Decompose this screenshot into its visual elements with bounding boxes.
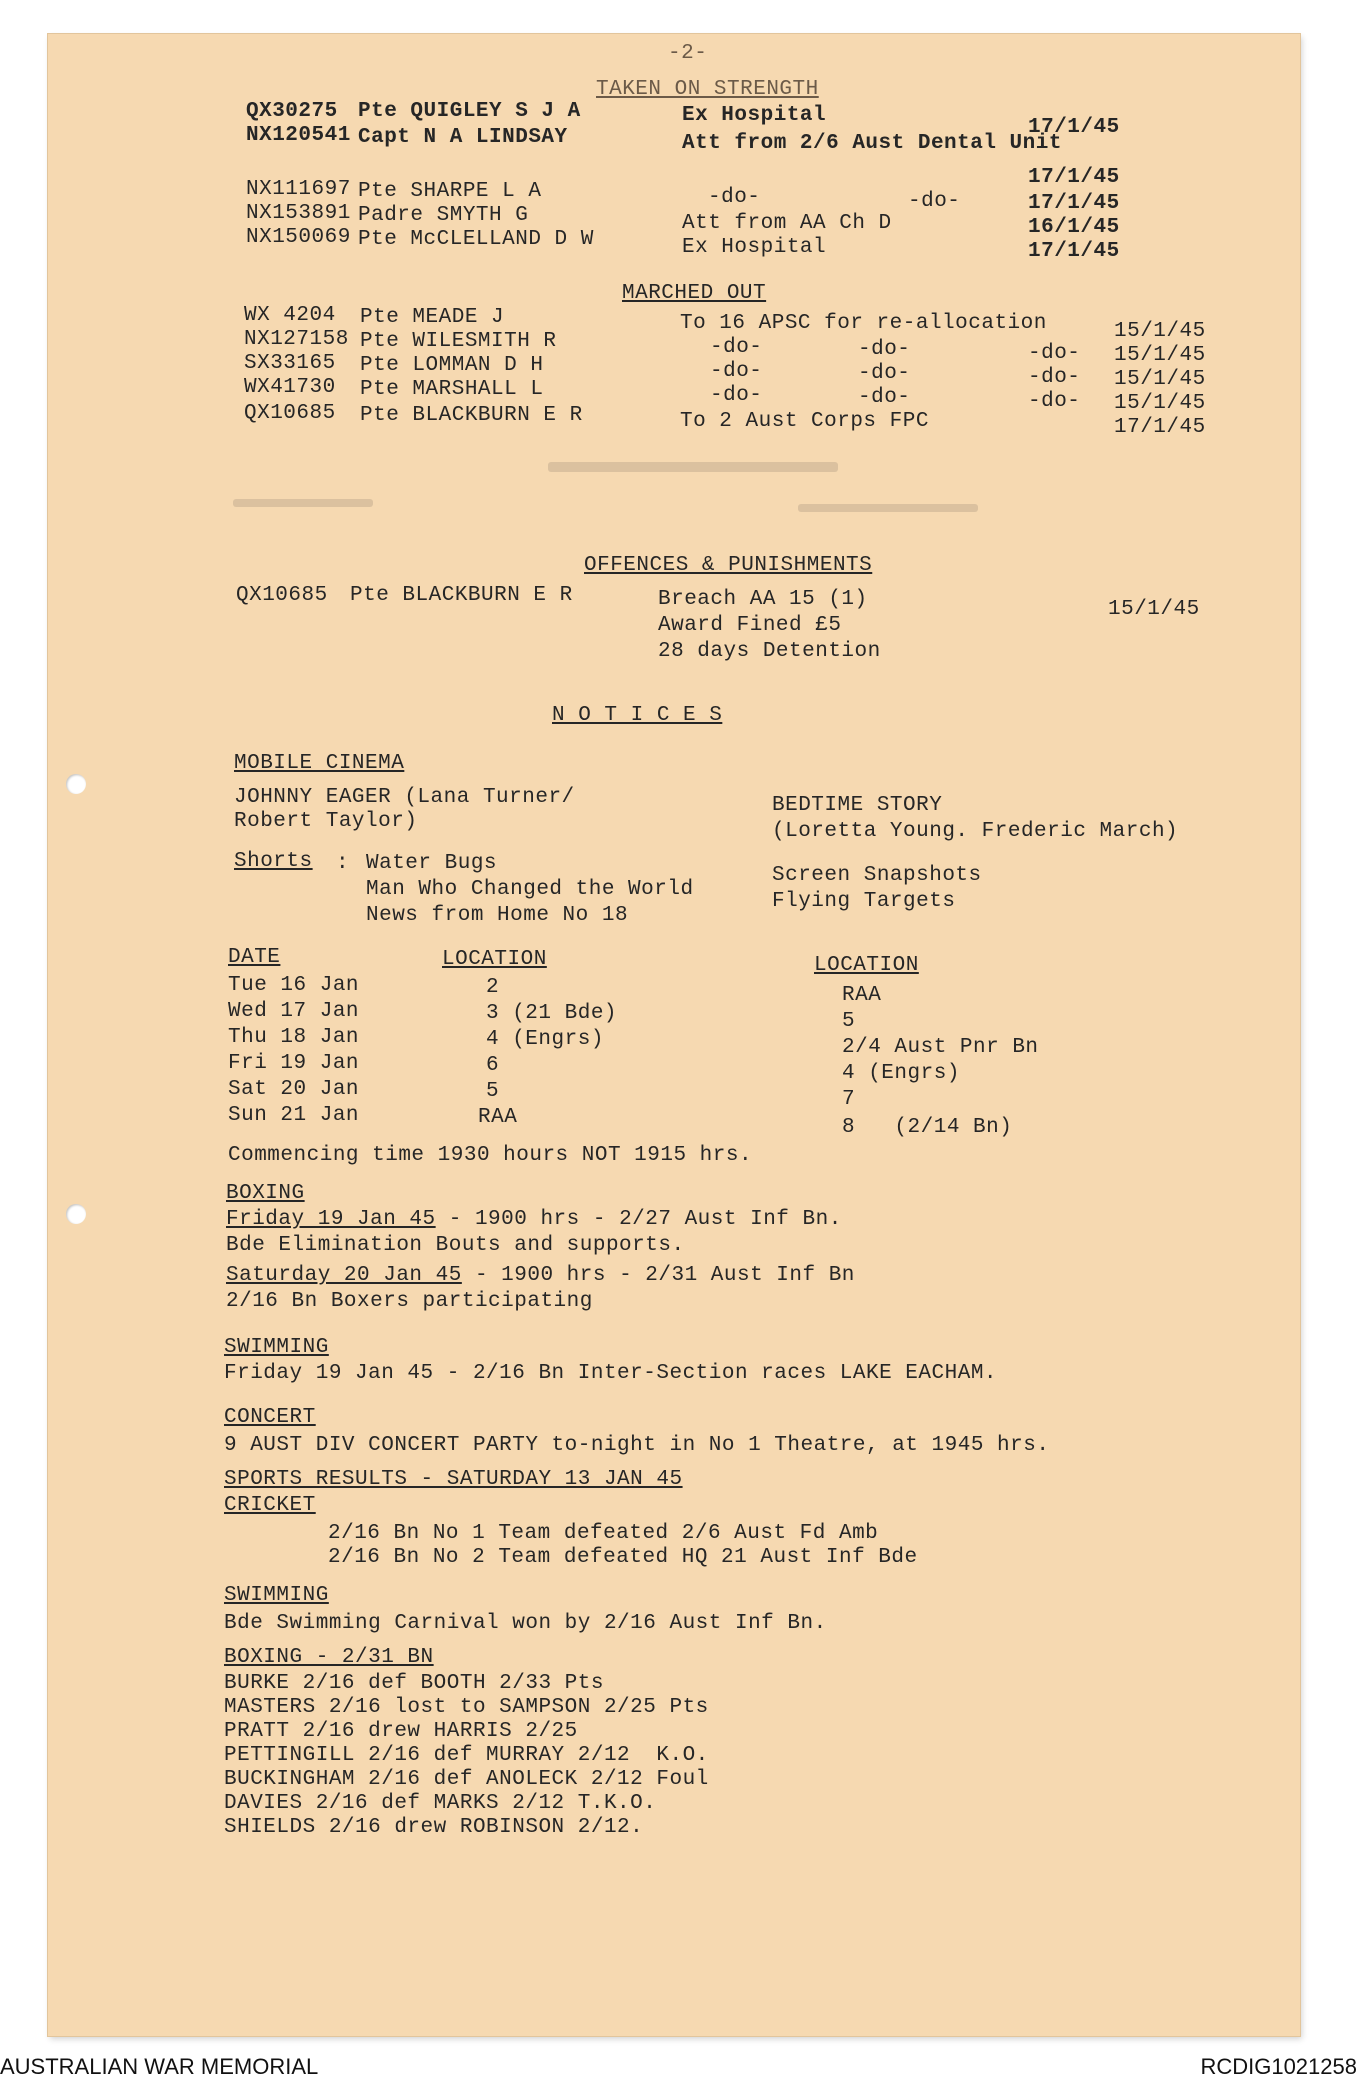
shorts-label: Shorts: [234, 850, 313, 873]
tos-name-2: Capt N A LINDSAY: [358, 126, 568, 149]
boxing-heading: BOXING: [226, 1182, 305, 1205]
film2-line1: BEDTIME STORY: [772, 794, 943, 817]
mo-date-2: 15/1/45: [1114, 344, 1206, 367]
sched-loc2-6: 8 (2/14 Bn): [842, 1116, 1013, 1139]
mo-date-4: 15/1/45: [1114, 392, 1206, 415]
sched-loc2-5: 7: [842, 1088, 856, 1111]
offence-line-1: Breach AA 15 (1): [658, 588, 868, 611]
footer-right: RCDIG1021258: [1200, 2054, 1357, 2079]
sched-date-2: Wed 17 Jan: [228, 1000, 360, 1023]
tos-no-3: NX111697: [246, 178, 351, 201]
sports-results-heading: SPORTS RESULTS - SATURDAY 13 JAN 45: [224, 1468, 683, 1491]
mo-name-1: Pte MEADE J: [360, 306, 505, 329]
boxing-detail-2: - 1900 hrs - 2/31 Aust Inf Bn: [461, 1264, 855, 1287]
mo-date-3: 15/1/45: [1114, 368, 1206, 391]
sched-loc2-1: RAA: [842, 984, 882, 1007]
offence-line-3: 28 days Detention: [658, 640, 881, 663]
marched-out-heading: MARCHED OUT: [622, 282, 767, 305]
sports-swim-heading: SWIMMING: [224, 1584, 329, 1607]
offences-heading: OFFENCES & PUNISHMENTS: [584, 554, 873, 577]
offence-name: Pte BLACKBURN E R: [350, 584, 573, 607]
tos-date-1: 17/1/45: [1028, 116, 1120, 139]
boxing-line-4: 2/16 Bn Boxers participating: [226, 1290, 593, 1313]
mo-date-5: 17/1/45: [1114, 416, 1206, 439]
short-3: News from Home No 18: [366, 904, 629, 927]
document-page: [48, 34, 1300, 2036]
bout-6: DAVIES 2/16 def MARKS 2/12 T.K.O.: [224, 1792, 657, 1815]
boxing-line-3: [226, 1264, 855, 1288]
sched-loc1-2: 3 (21 Bde): [486, 1002, 618, 1025]
cricket-heading: CRICKET: [224, 1494, 316, 1517]
offence-date: 15/1/45: [1108, 598, 1200, 621]
mo-detail-5: To 2 Aust Corps FPC: [680, 410, 929, 433]
mo-date-1: 15/1/45: [1114, 320, 1206, 343]
page-number: -2-: [668, 42, 708, 65]
mo-d1-2: -do-: [710, 336, 763, 359]
tos-name-3: Pte SHARPE L A: [358, 180, 542, 203]
sched-loc1-5: 5: [486, 1080, 500, 1103]
bout-1: BURKE 2/16 def BOOTH 2/33 Pts: [224, 1672, 604, 1695]
sports-boxing-heading: BOXING - 2/31 BN: [224, 1646, 434, 1669]
tos-detail2-3: -do-: [908, 190, 961, 213]
mo-d2-4: -do-: [858, 386, 911, 409]
punch-hole-bottom: [66, 1204, 86, 1224]
sched-date-3: Thu 18 Jan: [228, 1026, 360, 1049]
bout-2: MASTERS 2/16 lost to SAMPSON 2/25 Pts: [224, 1696, 709, 1719]
bout-7: SHIELDS 2/16 drew ROBINSON 2/12.: [224, 1816, 644, 1839]
ink-smudge: [548, 462, 838, 472]
sched-loc1-1: 2: [486, 976, 500, 999]
mo-d1-3: -do-: [710, 360, 763, 383]
shorts-sep: :: [336, 852, 350, 875]
mo-name-4: Pte MARSHALL L: [360, 378, 544, 401]
short-5: Flying Targets: [772, 890, 956, 913]
mo-no-2: NX127158: [244, 328, 349, 351]
mo-d2-3: -do-: [858, 362, 911, 385]
sched-date-1: Tue 16 Jan: [228, 974, 360, 997]
sched-loc2-3: 2/4 Aust Pnr Bn: [842, 1036, 1039, 1059]
location-header: LOCATION: [442, 948, 547, 971]
boxing-date-1: Friday 19 Jan 45: [226, 1208, 436, 1231]
swimming-line: Friday 19 Jan 45 - 2/16 Bn Inter-Section races LAKE EACHAM.: [224, 1362, 998, 1385]
tos-no-4: NX153891: [246, 202, 351, 225]
boxing-line-2: Bde Elimination Bouts and supports.: [226, 1234, 685, 1257]
tos-name-1: Pte QUIGLEY S J A: [358, 100, 581, 123]
ink-smudge: [798, 504, 978, 512]
sched-date-4: Fri 19 Jan: [228, 1052, 360, 1075]
tos-detail-3: -do-: [708, 186, 761, 209]
sched-loc2-2: 5: [842, 1010, 856, 1033]
film2-line2: (Loretta Young. Frederic March): [772, 820, 1179, 843]
sched-loc1-3: 4 (Engrs): [486, 1028, 604, 1051]
short-1: Water Bugs: [366, 852, 498, 875]
mo-name-2: Pte WILESMITH R: [360, 330, 557, 353]
concert-line: 9 AUST DIV CONCERT PARTY to-night in No 1 Theatre, at 1945 hrs.: [224, 1434, 1050, 1457]
mo-d3-4: -do-: [1028, 390, 1081, 413]
tos-detail-5: Ex Hospital: [682, 236, 827, 259]
punch-hole-top: [66, 774, 86, 794]
mo-name-5: Pte BLACKBURN E R: [360, 404, 583, 427]
bout-4: PETTINGILL 2/16 def MURRAY 2/12 K.O.: [224, 1744, 709, 1767]
film1-line1: JOHNNY EAGER (Lana Turner/: [234, 786, 575, 809]
tos-detail-4: Att from AA Ch D: [682, 212, 892, 235]
boxing-date-2: Saturday 20 Jan 45: [226, 1264, 462, 1287]
tos-date-5: 17/1/45: [1028, 240, 1120, 263]
tos-date-3: 17/1/45: [1028, 166, 1120, 189]
sports-swim-line: Bde Swimming Carnival won by 2/16 Aust Inf Bn.: [224, 1612, 827, 1635]
mo-d1-4: -do-: [710, 384, 763, 407]
swimming-heading: SWIMMING: [224, 1336, 329, 1359]
tos-date-4: 16/1/45: [1028, 216, 1120, 239]
sched-date-6: Sun 21 Jan: [228, 1104, 360, 1127]
mo-no-1: WX 4204: [244, 304, 336, 327]
cricket-line-2: 2/16 Bn No 2 Team defeated HQ 21 Aust Inf Bde: [328, 1546, 918, 1569]
taken-on-strength-heading: TAKEN ON STRENGTH: [596, 78, 819, 101]
concert-heading: CONCERT: [224, 1406, 316, 1429]
notices-heading: N O T I C E S: [552, 704, 723, 727]
mo-d2-2: -do-: [858, 338, 911, 361]
film1-line2: Robert Taylor): [234, 810, 418, 833]
tos-name-4: Padre SMYTH G: [358, 204, 529, 227]
mo-detail-1: To 16 APSC for re-allocation: [680, 312, 1047, 335]
mo-name-3: Pte LOMMAN D H: [360, 354, 544, 377]
cinema-heading: MOBILE CINEMA: [234, 752, 405, 775]
offence-no: QX10685: [236, 584, 328, 607]
mo-d3-3: -do-: [1028, 366, 1081, 389]
mo-no-4: WX41730: [244, 376, 336, 399]
mo-d3-2: -do-: [1028, 342, 1081, 365]
boxing-line-1: [226, 1208, 842, 1232]
tos-detail-2: Att from 2/6 Aust Dental Unit: [682, 132, 1062, 155]
location2-header: LOCATION: [814, 954, 919, 977]
tos-name-5: Pte McCLELLAND D W: [358, 228, 594, 251]
tos-no-1: QX30275: [246, 100, 338, 123]
tos-no-5: NX150069: [246, 226, 351, 249]
footer-left: AUSTRALIAN WAR MEMORIAL: [0, 2054, 319, 2079]
boxing-detail-1: - 1900 hrs - 2/27 Aust Inf Bn.: [435, 1208, 842, 1231]
sched-loc1-4: 6: [486, 1054, 500, 1077]
tos-date-3b: 17/1/45: [1028, 192, 1120, 215]
sched-date-5: Sat 20 Jan: [228, 1078, 360, 1101]
commencing-time: Commencing time 1930 hours NOT 1915 hrs.: [228, 1144, 753, 1167]
sched-loc2-4: 4 (Engrs): [842, 1062, 960, 1085]
offence-line-2: Award Fined £5: [658, 614, 842, 637]
mo-no-3: SX33165: [244, 352, 336, 375]
mo-no-5: QX10685: [244, 402, 336, 425]
short-2: Man Who Changed the World: [366, 878, 694, 901]
bout-3: PRATT 2/16 drew HARRIS 2/25: [224, 1720, 578, 1743]
bout-5: BUCKINGHAM 2/16 def ANOLECK 2/12 Foul: [224, 1768, 709, 1791]
ink-smudge: [233, 499, 373, 507]
date-header: DATE: [228, 946, 281, 969]
cricket-line-1: 2/16 Bn No 1 Team defeated 2/6 Aust Fd Amb: [328, 1522, 879, 1545]
short-4: Screen Snapshots: [772, 864, 982, 887]
tos-no-2: NX120541: [246, 124, 351, 147]
tos-detail-1: Ex Hospital: [682, 104, 827, 127]
sched-loc1-6: RAA: [478, 1106, 518, 1129]
